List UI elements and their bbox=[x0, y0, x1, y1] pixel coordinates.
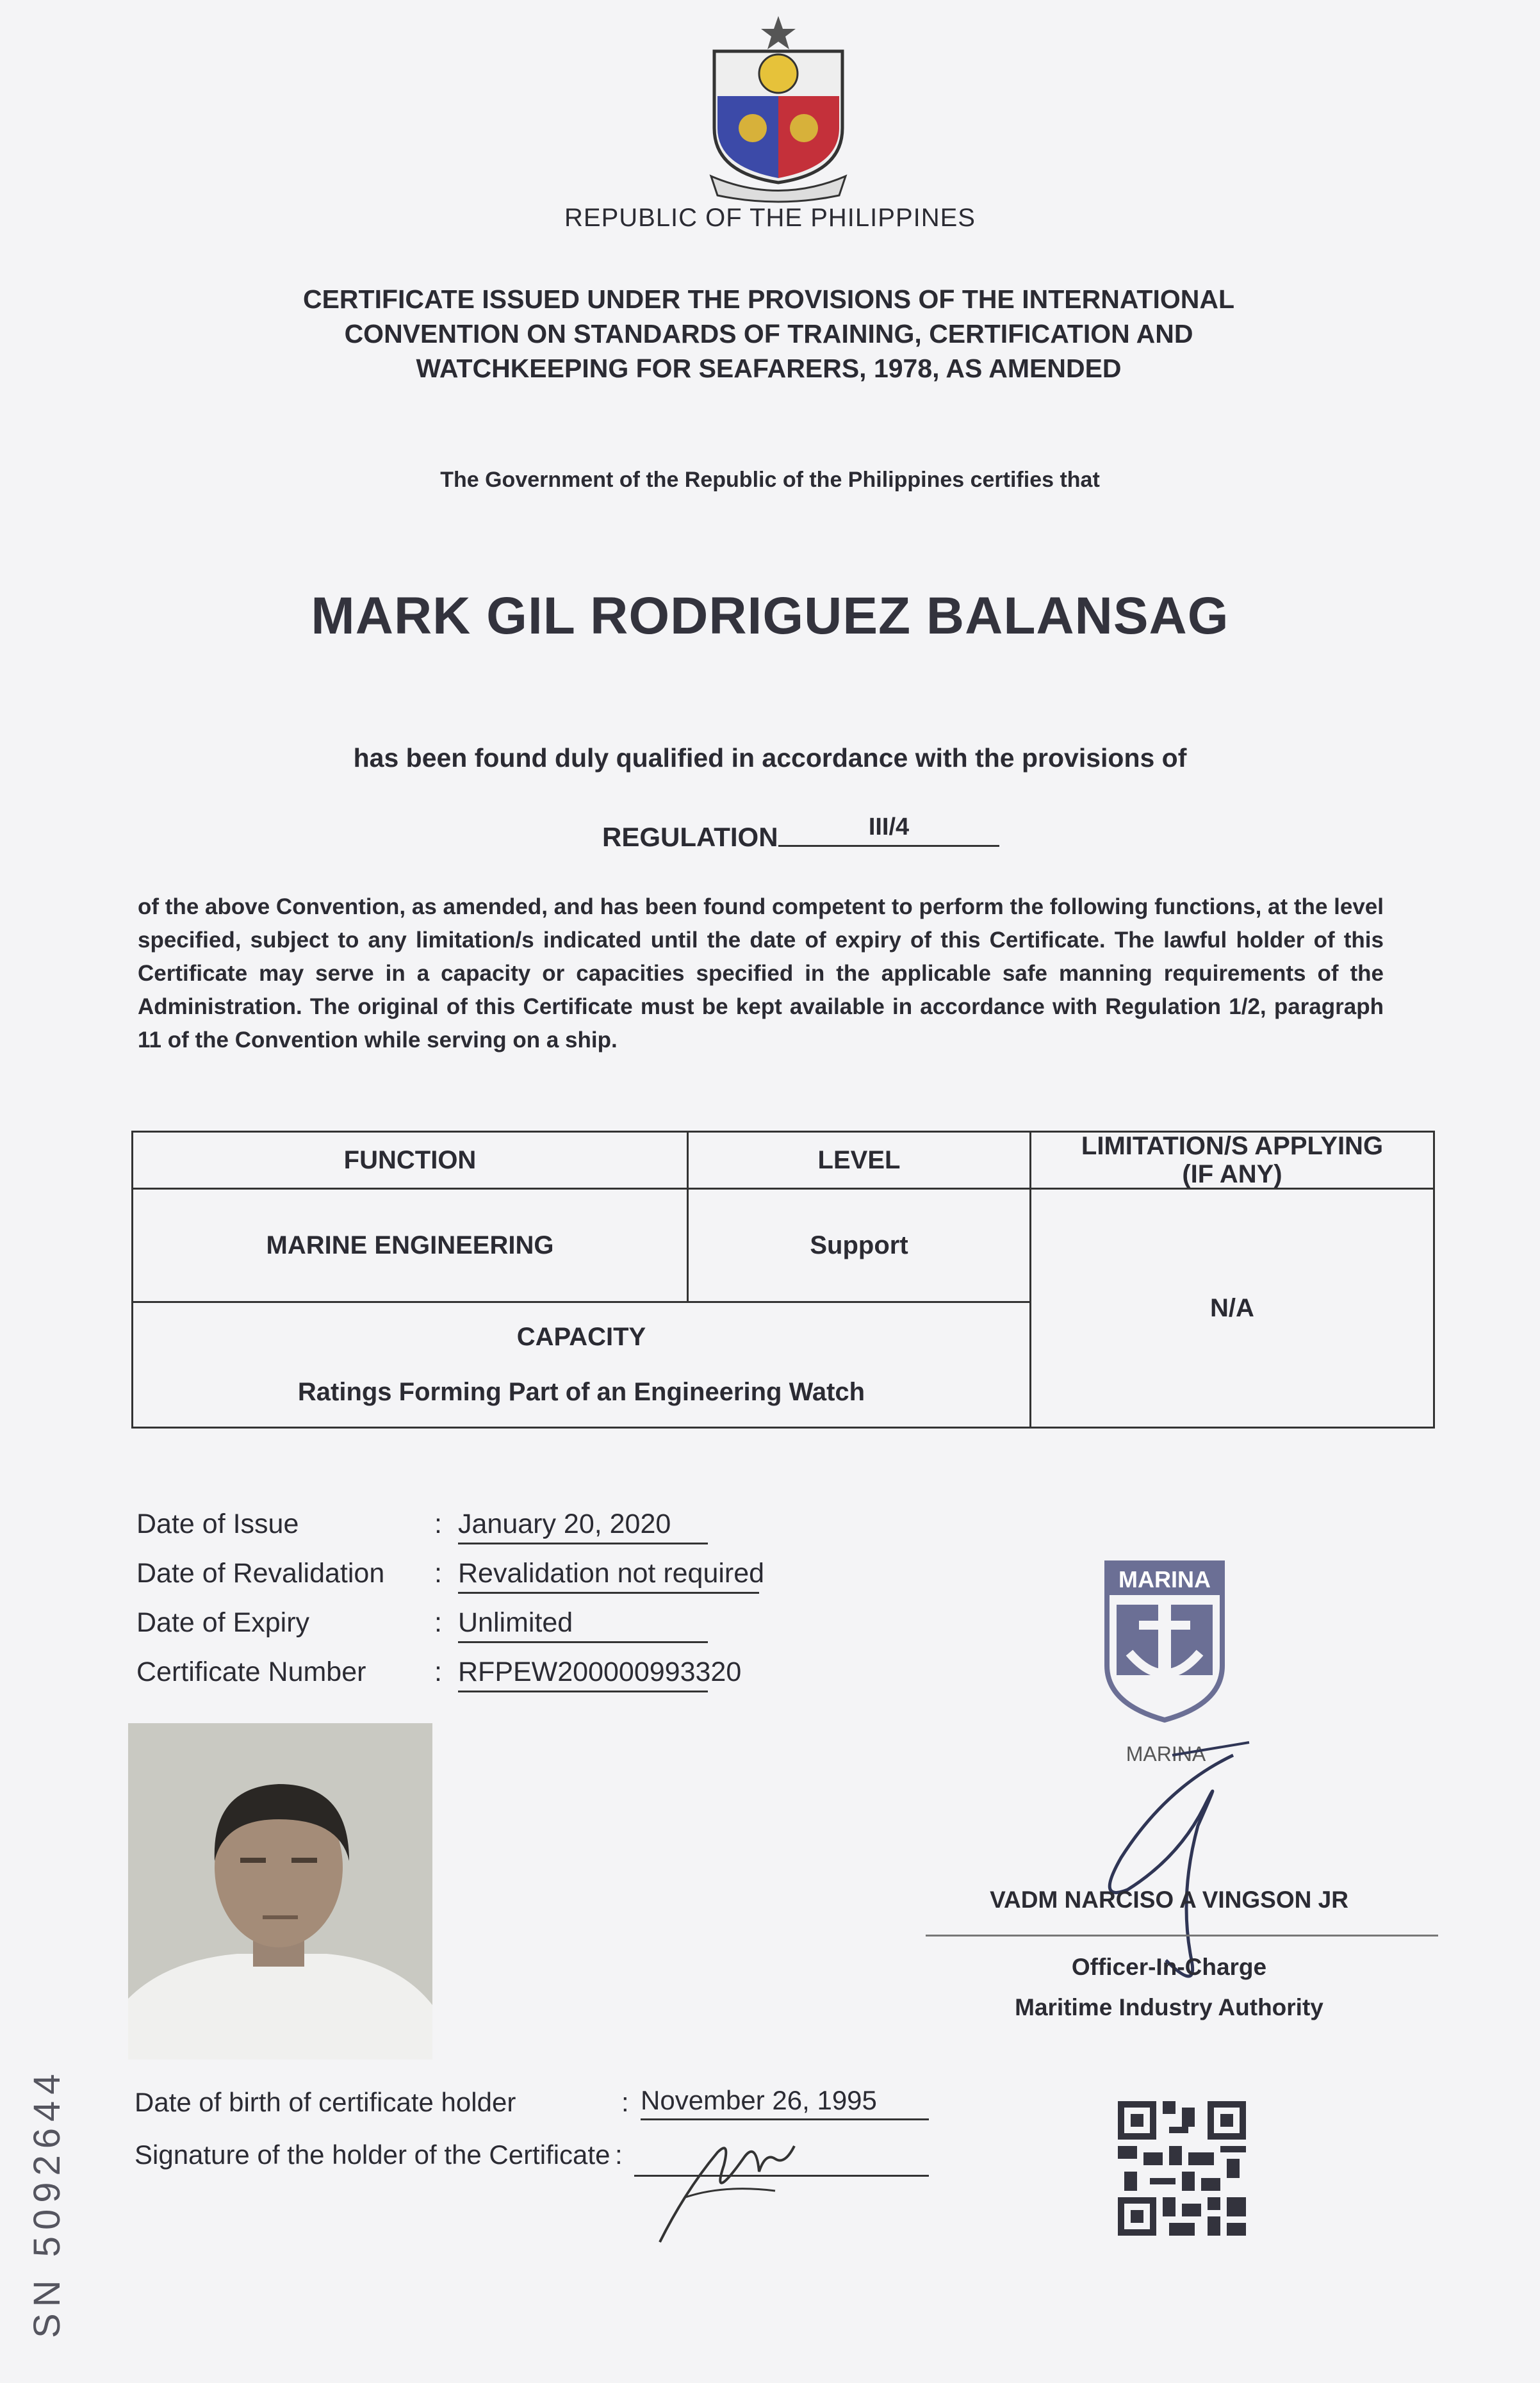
expiry-date-value: Unlimited bbox=[458, 1607, 708, 1643]
regulation-value: III/4 bbox=[778, 814, 999, 847]
marina-caption: MARINA bbox=[1126, 1742, 1206, 1765]
holder-name: MARK GIL RODRIGUEZ BALANSAG bbox=[311, 587, 1229, 645]
function-table bbox=[131, 1131, 1435, 1429]
convention-line: CERTIFICATE ISSUED UNDER THE PROVISIONS OF THE INTERNATIONAL bbox=[302, 284, 1235, 314]
certificate-number-value: RFPEW200000993320 bbox=[458, 1657, 708, 1692]
revalidation-date-label: Date of Revalidation bbox=[136, 1558, 385, 1589]
table-header-limitations: LIMITATION/S APPLYING (IF ANY) bbox=[1029, 1131, 1435, 1190]
colon: : bbox=[434, 1657, 442, 1687]
revalidation-date-value: Revalidation not required bbox=[458, 1558, 759, 1594]
colon: : bbox=[615, 2140, 623, 2170]
table-cell-level: Support bbox=[687, 1188, 1031, 1303]
issue-date-value: January 20, 2020 bbox=[458, 1509, 708, 1544]
capacity-label: CAPACITY bbox=[516, 1322, 646, 1351]
qr-code-icon bbox=[1118, 2101, 1246, 2236]
table-capacity-cell bbox=[131, 1301, 1031, 1429]
colon: : bbox=[434, 1509, 442, 1539]
convention-line: CONVENTION ON STANDARDS OF TRAINING, CERTIFICATION AND bbox=[344, 319, 1193, 348]
qualified-text: has been found duly qualified in accordance with the provisions of bbox=[353, 743, 1187, 773]
colon: : bbox=[434, 1607, 442, 1638]
convention-line: WATCHKEEPING FOR SEAFARERS, 1978, AS AMENDED bbox=[416, 354, 1122, 383]
table-cell-limitations: N/A bbox=[1029, 1188, 1435, 1429]
body-paragraph: of the above Convention, as amended, and has been found competent to perform the following functions, at the level specified, subject to any limitation/s indicated until the date of expiry of this Certificate. The lawful holder of this Certificate may serve in a capacity or capacities specified in the applicable safe manning requirements of the Administration. The original of this Certificate must be kept available in accordance with Regulation 1/2, paragraph 11 of the Convention while serving on a ship. bbox=[138, 894, 1384, 1052]
table-header-function: FUNCTION bbox=[131, 1131, 689, 1190]
marina-logo-icon bbox=[1101, 1557, 1229, 1723]
colon: : bbox=[621, 2087, 629, 2117]
certifies-text: The Government of the Republic of the Philippines certifies that bbox=[440, 468, 1100, 492]
expiry-date-label: Date of Expiry bbox=[136, 1607, 310, 1638]
holder-photo bbox=[128, 1723, 432, 2060]
issue-date-label: Date of Issue bbox=[136, 1509, 299, 1539]
country-title: REPUBLIC OF THE PHILIPPINES bbox=[564, 204, 976, 232]
signatory-organization: Maritime Industry Authority bbox=[1015, 1994, 1323, 2020]
birth-date-value: November 26, 1995 bbox=[641, 2085, 929, 2120]
signatory-name: VADM NARCISO A VINGSON JR bbox=[990, 1887, 1348, 1913]
birth-date-label: Date of birth of certificate holder bbox=[135, 2087, 516, 2117]
signatory-title: Officer-In-Charge bbox=[1071, 1954, 1267, 1980]
holder-signature-icon bbox=[647, 2114, 814, 2255]
holder-signature-label: Signature of the holder of the Certificate bbox=[135, 2140, 610, 2170]
serial-number: SN 5092644 bbox=[26, 2067, 68, 2338]
table-cell-function: MARINE ENGINEERING bbox=[131, 1188, 689, 1303]
convention-title bbox=[256, 282, 1281, 386]
regulation-label: REGULATION bbox=[602, 822, 778, 852]
capacity-value: Ratings Forming Part of an Engineering Watch bbox=[297, 1378, 865, 1407]
marina-logo-text: MARINA bbox=[1118, 1566, 1211, 1593]
table-header-level: LEVEL bbox=[687, 1131, 1031, 1190]
certificate-number-label: Certificate Number bbox=[136, 1657, 366, 1687]
signatory-line bbox=[926, 1935, 1438, 1937]
philippine-seal-icon bbox=[698, 13, 858, 205]
colon: : bbox=[434, 1558, 442, 1589]
